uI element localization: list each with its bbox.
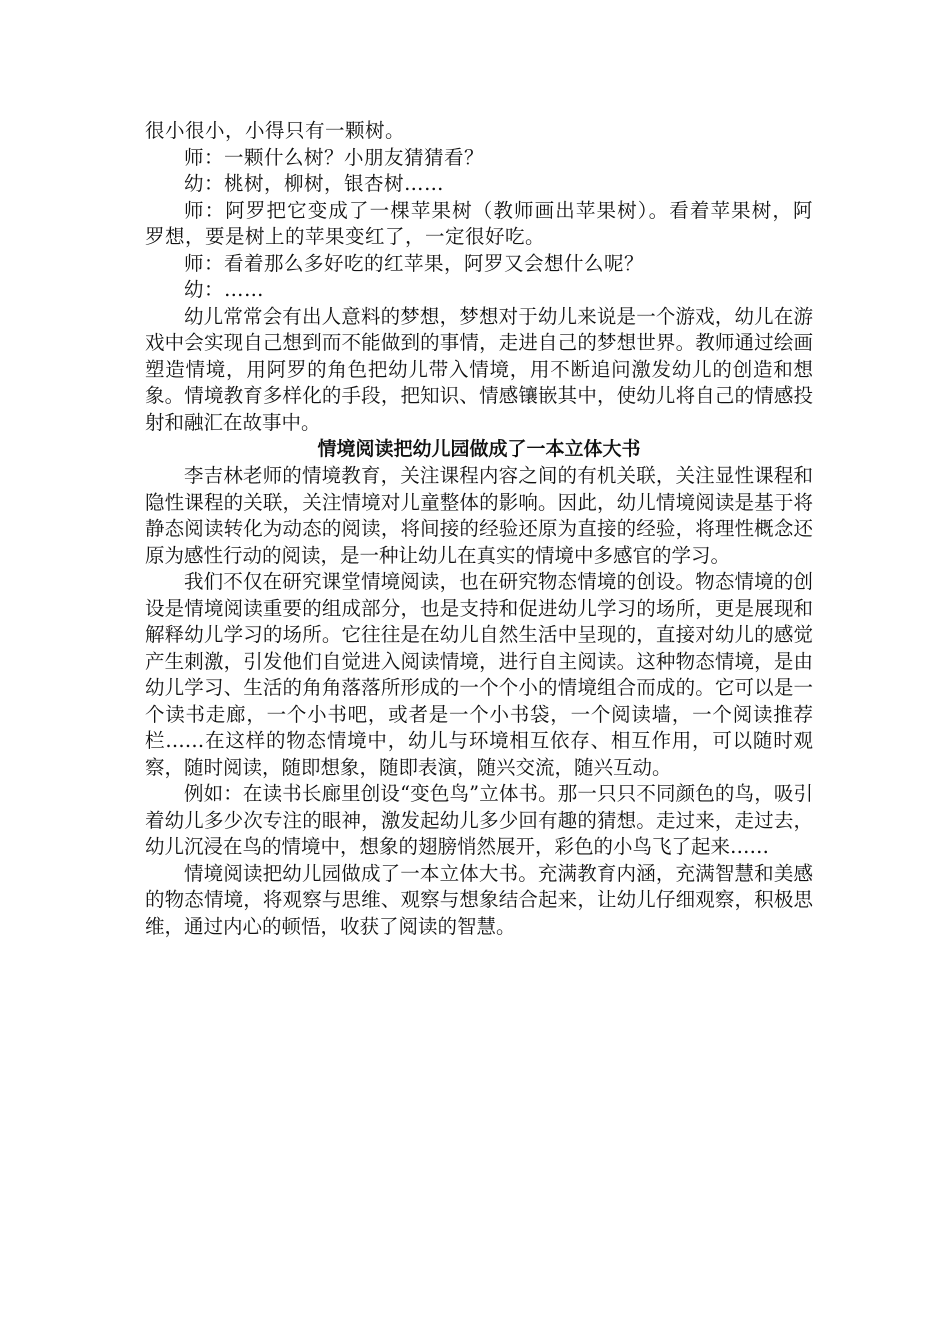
teacher-question: 师：看着那么多好吃的红苹果，阿罗又会想什么呢？ [184, 251, 645, 275]
body-paragraph: 幼儿常常会有出人意料的梦想，梦想对于幼儿来说是一个游戏，幼儿在游戏中会实现自己想到而不能做到的事情，走进自己的梦想世界。教师通过绘画塑造情境，用阿罗的角色把幼儿带入情境，用不断追问激发幼儿的创造和想象。情境教育多样化的手段，把知识、情感镶嵌其中，使幼儿将自己的情感投射和融汇在故事中。 [145, 304, 813, 434]
teacher-question: 师：一颗什么树？小朋友猜猜看？ [184, 145, 485, 169]
child-answer: 幼：桃树，柳树，银杏树…… [184, 172, 445, 195]
story-line: 很小很小，小得只有一颗树。 [145, 119, 406, 142]
body-paragraph: 我们不仅在研究课堂情境阅读，也在研究物态情境的创设。物态情境的创设是情境阅读重要的组成部分，也是支持和促进幼儿学习的场所，更是展现和解释幼儿学习的场所。它往往是在幼儿自然生活中呈现的，直接对幼儿的感觉产生刺激，引发他们自觉进入阅读情境，进行自主阅读。这种物态情境，是由幼儿学习、生活的角角落落所形成的一个个小的情境组合而成的。它可以是一个读书走廊，一个小书吧，或者是一个小书袋，一个阅读墙，一个阅读推荐栏……在这样的物态情境中，幼儿与环境相互依存、相互作用，可以随时观察，随时阅读，随即想象，随即表演，随兴交流，随兴互动。 [145, 570, 813, 779]
body-paragraph: 例如：在读书长廊里创设“变色鸟”立体书。那一只只不同颜色的鸟，吸引着幼儿多少次专注的眼神，激发起幼儿多少回有趣的猜想。走过来，走过去，幼儿沉浸在鸟的情境中，想象的翅膀悄然展开，彩色的小鸟飞了起来…… [145, 782, 813, 858]
teacher-narration: 师：阿罗把它变成了一棵苹果树（教师画出苹果树）。看着苹果树，阿罗想，要是树上的苹果变红了，一定很好吃。 [145, 198, 813, 248]
body-paragraph: 李吉林老师的情境教育，关注课程内容之间的有机关联，关注显性课程和隐性课程的关联，关注情境对儿童整体的影响。因此，幼儿情境阅读是基于将静态阅读转化为动态的阅读，将间接的经验还原为直接的经验，将理性概念还原为感性行动的阅读，是一种让幼儿在真实的情境中多感官的学习。 [145, 464, 813, 567]
section-heading: 情境阅读把幼儿园做成了一本立体大书 [317, 438, 641, 460]
document-page [145, 118, 813, 940]
body-paragraph: 情境阅读把幼儿园做成了一本立体大书。充满教育内涵，充满智慧和美感的物态情境，将观察与思维、观察与想象结合起来，让幼儿仔细观察，积极思维，通过内心的顿悟，收获了阅读的智慧。 [145, 861, 813, 938]
child-answer: 幼：…… [184, 278, 265, 301]
